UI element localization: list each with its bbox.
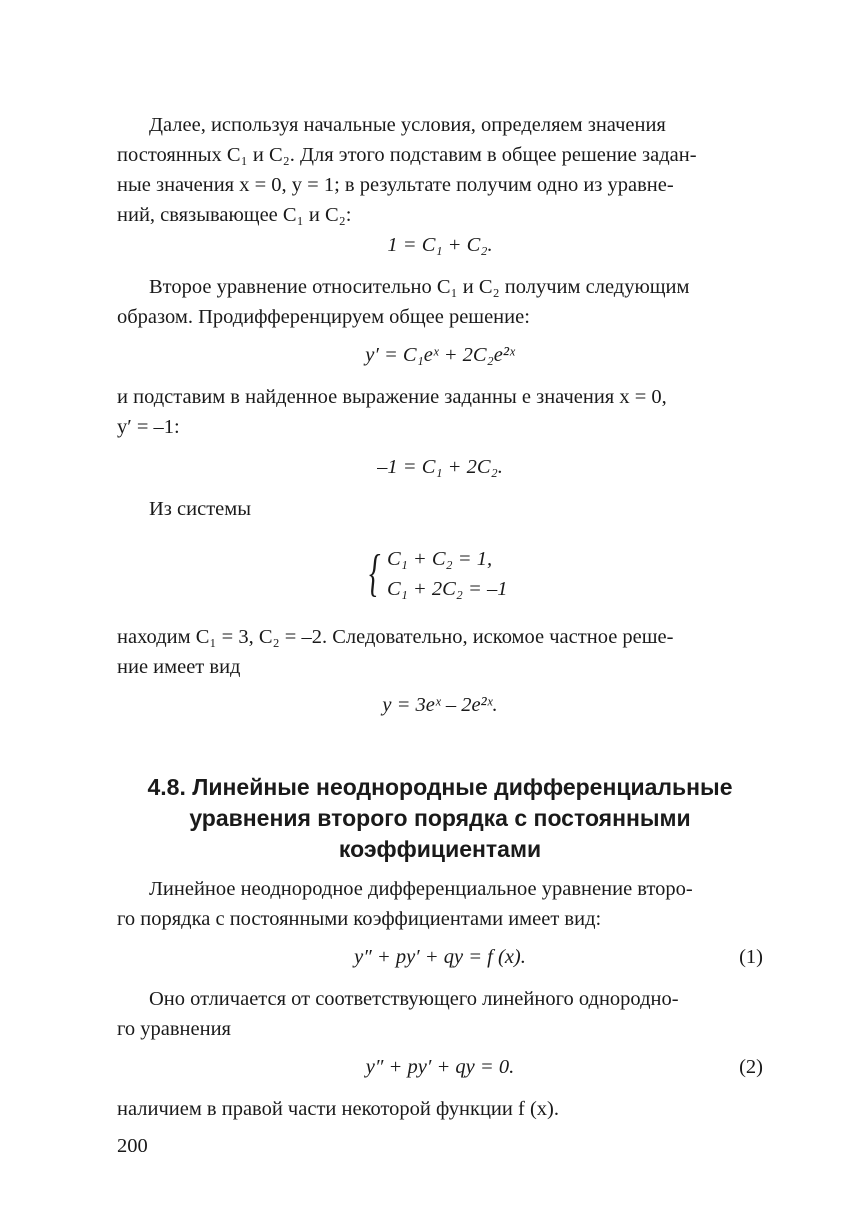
equation-number: (1) bbox=[739, 946, 763, 968]
text-line: Далее, используя начальные условия, определяем значения bbox=[149, 114, 666, 136]
paragraph-right-side bbox=[117, 1094, 763, 1124]
system-row: C₁ + 2C₂ = –1 bbox=[387, 578, 508, 600]
text-line: го уравнения bbox=[117, 1018, 231, 1040]
text-line: Линейное неоднородное дифференциальное уравнение второ- bbox=[149, 878, 693, 900]
equation-system bbox=[369, 544, 508, 604]
brace-symbol: { bbox=[369, 545, 381, 602]
paragraph-differs bbox=[117, 984, 763, 1044]
heading-line: коэффициентами bbox=[338, 836, 542, 862]
paragraph-substitute bbox=[117, 382, 763, 442]
text-line: образом. Продифференцируем общее решение: bbox=[117, 306, 530, 328]
text-line: го порядка с постоянными коэффициентами имеет вид: bbox=[117, 908, 602, 930]
section-heading bbox=[100, 772, 780, 865]
equation-c1-plus-c2: 1 = C₁ + C₂. bbox=[387, 234, 493, 256]
text-line: Из системы bbox=[149, 498, 251, 520]
text-line: ний, связывающее C₁ и C₂: bbox=[117, 204, 352, 226]
paragraph-solution bbox=[117, 622, 763, 682]
equation-particular-solution: y = 3eˣ – 2e²ˣ. bbox=[382, 694, 498, 716]
heading-line: уравнения второго порядка с постоянными bbox=[189, 805, 691, 831]
paragraph-initial-conditions bbox=[117, 110, 763, 230]
system-row: C₁ + C₂ = 1, bbox=[387, 548, 493, 570]
equation-minus-one: –1 = C₁ + 2C₂. bbox=[377, 456, 503, 478]
equation-1 bbox=[117, 942, 763, 972]
page-number: 200 bbox=[117, 1135, 148, 1157]
equation-2 bbox=[117, 1052, 763, 1082]
text-line: Оно отличается от соответствующего линейного однородно- bbox=[149, 988, 679, 1010]
text-line: y′ = –1: bbox=[117, 416, 180, 438]
paragraph-from-system bbox=[117, 494, 763, 524]
text-line: наличием в правой части некоторой функции f (x). bbox=[117, 1098, 559, 1120]
equation-text: y″ + py′ + qy = 0. bbox=[365, 1056, 515, 1078]
heading-line: 4.8. Линейные неоднородные дифференциальные bbox=[147, 774, 733, 800]
equation-number: (2) bbox=[739, 1056, 763, 1078]
text-line: ные значения x = 0, y = 1; в результате получим одно из уравне- bbox=[117, 174, 674, 196]
text-line: постоянных C₁ и C₂. Для этого подставим в общее решение задан- bbox=[117, 144, 697, 166]
text-line: находим C₁ = 3, C₂ = –2. Следовательно, искомое частное реше- bbox=[117, 626, 674, 648]
text-line: ние имеет вид bbox=[117, 656, 241, 678]
equation-text: y″ + py′ + qy = f (x). bbox=[354, 946, 526, 968]
text-line: Второе уравнение относительно C₁ и C₂ получим следующим bbox=[149, 276, 690, 298]
paragraph-second-equation bbox=[117, 272, 763, 332]
paragraph-definition bbox=[117, 874, 763, 934]
text-line: и подставим в найденное выражение заданны е значения x = 0, bbox=[117, 386, 667, 408]
equation-derivative: y′ = C₁eˣ + 2C₂e²ˣ bbox=[365, 344, 515, 366]
